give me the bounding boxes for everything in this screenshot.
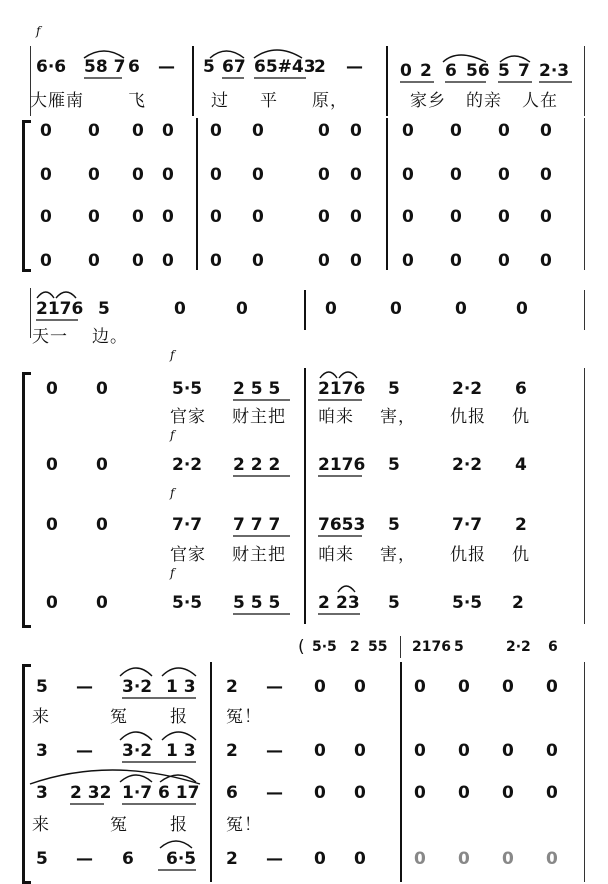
rest: 0 xyxy=(40,165,52,185)
rest: 0 xyxy=(458,741,470,761)
note: 7 7 7 xyxy=(233,515,281,535)
note: 5 xyxy=(388,455,400,475)
lyric: 官家 xyxy=(170,407,206,427)
rest: 0 xyxy=(350,165,362,185)
note: 5 xyxy=(98,299,110,319)
note: 2·2 xyxy=(172,455,203,475)
rest: 0 xyxy=(40,207,52,227)
note: 1 3 xyxy=(166,677,196,697)
note: 5 xyxy=(388,593,400,613)
slur xyxy=(320,372,337,378)
slur xyxy=(338,586,355,592)
rest: 0 xyxy=(46,515,58,535)
lyric: 天一 xyxy=(32,327,68,347)
lyric: 飞 xyxy=(128,91,146,111)
rest: 0 xyxy=(546,677,558,697)
rest: 0 xyxy=(162,207,174,227)
note: 5 xyxy=(388,515,400,535)
lyric: 冤！ xyxy=(226,707,262,727)
rest: 0 xyxy=(325,299,337,319)
note: 5 xyxy=(454,639,464,655)
lyric: 仇报 xyxy=(450,407,486,427)
note: 7·7 xyxy=(452,515,483,535)
note: 2 xyxy=(420,61,432,81)
rest: 0 xyxy=(314,741,326,761)
note: 2 2 2 xyxy=(233,455,281,475)
note: 2·2 xyxy=(506,639,531,655)
lyric: 害， xyxy=(380,545,416,565)
slur xyxy=(84,51,124,58)
lyric: 报 xyxy=(170,815,188,835)
lyric: 咱来 xyxy=(318,407,354,427)
rest: 0 xyxy=(354,783,366,803)
rest: 0 xyxy=(350,251,362,271)
rest: 0 xyxy=(314,677,326,697)
note: 6·6 xyxy=(36,57,67,77)
note: 5·5 xyxy=(172,593,203,613)
rest: 0 xyxy=(318,121,330,141)
note: 7 xyxy=(518,61,530,81)
dash: — xyxy=(158,57,175,77)
note: 2176 xyxy=(318,455,366,475)
slur xyxy=(443,55,486,62)
note: 2·2 xyxy=(452,379,483,399)
rest: 0 xyxy=(402,121,414,141)
rest: 0 xyxy=(318,207,330,227)
lyric: 来 xyxy=(32,707,50,727)
note: 5·5 xyxy=(172,379,203,399)
note: 2 xyxy=(318,593,330,613)
note: 5 xyxy=(388,379,400,399)
lyric: 冤 xyxy=(110,707,128,727)
rest: 0 xyxy=(132,207,144,227)
note: 67 xyxy=(222,57,246,77)
rest: 0 xyxy=(502,677,514,697)
rest: 0 xyxy=(450,121,462,141)
slur xyxy=(339,372,357,378)
rest: 0 xyxy=(88,121,100,141)
note: 3 xyxy=(36,783,48,803)
rest: 0 xyxy=(546,741,558,761)
slur xyxy=(120,732,152,740)
note: 58 7 xyxy=(84,57,126,77)
note: 3·2 xyxy=(122,677,153,697)
dash: — xyxy=(76,677,93,697)
lyric: 冤！ xyxy=(226,815,262,835)
rest: 0 xyxy=(252,207,264,227)
rest: 0 xyxy=(88,251,100,271)
rest: 0 xyxy=(540,207,552,227)
rest: 0 xyxy=(350,207,362,227)
rest: 0 xyxy=(96,455,108,475)
rest: 0 xyxy=(458,783,470,803)
rest: 0 xyxy=(458,849,470,869)
rest: 0 xyxy=(450,165,462,185)
note: 2176 xyxy=(36,299,84,319)
note: 6 xyxy=(445,61,457,81)
note: 2176 xyxy=(318,379,366,399)
rest: 0 xyxy=(502,741,514,761)
rest: 0 xyxy=(402,251,414,271)
dash: — xyxy=(266,783,283,803)
rest: 0 xyxy=(40,121,52,141)
note: 6 xyxy=(548,639,558,655)
rest: 0 xyxy=(88,165,100,185)
rest: 0 xyxy=(96,515,108,535)
rest: 0 xyxy=(88,207,100,227)
note: 6 xyxy=(226,783,238,803)
note: 5 xyxy=(203,57,215,77)
rest: 0 xyxy=(318,165,330,185)
rest: 0 xyxy=(132,165,144,185)
rest: 0 xyxy=(502,849,514,869)
rest: 0 xyxy=(318,251,330,271)
lyric: 报 xyxy=(170,707,188,727)
note: 6 xyxy=(122,849,134,869)
rest: 0 xyxy=(252,121,264,141)
lyric: 过 xyxy=(211,91,229,111)
rest: 0 xyxy=(498,251,510,271)
note: 7653 xyxy=(318,515,366,535)
lyric: 仇 xyxy=(512,407,530,427)
rest: 0 xyxy=(502,783,514,803)
lyric: 大雁南 xyxy=(30,91,84,111)
rest: 0 xyxy=(162,251,174,271)
rest: 0 xyxy=(390,299,402,319)
note: 5·5 xyxy=(452,593,483,613)
dynamic-forte: f xyxy=(170,428,175,442)
slur xyxy=(210,51,244,58)
rest: 0 xyxy=(455,299,467,319)
rest: 0 xyxy=(162,121,174,141)
rest: 0 xyxy=(546,849,558,869)
slur xyxy=(160,841,192,848)
rest: 0 xyxy=(540,165,552,185)
note: 7·7 xyxy=(172,515,203,535)
lyric: 冤 xyxy=(110,815,128,835)
rest: 0 xyxy=(402,207,414,227)
rest: 0 xyxy=(210,121,222,141)
rest: 0 xyxy=(350,121,362,141)
rest: 0 xyxy=(46,379,58,399)
note: 5 xyxy=(36,849,48,869)
note: 2·3 xyxy=(539,61,570,81)
dash: — xyxy=(266,677,283,697)
dash: — xyxy=(266,741,283,761)
rest: 0 xyxy=(414,783,426,803)
note: 1·7 xyxy=(122,783,153,803)
slur xyxy=(120,775,152,782)
note: 2 xyxy=(226,741,238,761)
note: 5 5 5 xyxy=(233,593,281,613)
rest: 0 xyxy=(46,455,58,475)
rest: 0 xyxy=(414,677,426,697)
rest: 0 xyxy=(402,165,414,185)
rest: 0 xyxy=(354,849,366,869)
lyric: 边。 xyxy=(92,327,128,347)
rest: 0 xyxy=(498,165,510,185)
rest: 0 xyxy=(314,849,326,869)
note: 6 17 xyxy=(158,783,200,803)
rest: 0 xyxy=(40,251,52,271)
lyric: 来 xyxy=(32,815,50,835)
note: 3·2 xyxy=(122,741,153,761)
lyric: 财主把 xyxy=(232,407,286,427)
rest: 0 xyxy=(498,207,510,227)
dynamic-forte: f xyxy=(170,348,175,362)
slur xyxy=(56,292,76,298)
note: 5 xyxy=(36,677,48,697)
rest: 0 xyxy=(458,677,470,697)
note: 5·5 xyxy=(312,639,337,655)
note: 0 xyxy=(400,61,412,81)
rest: 0 xyxy=(498,121,510,141)
dynamic-forte: f xyxy=(170,566,175,580)
rest: 0 xyxy=(96,593,108,613)
rest: 0 xyxy=(162,165,174,185)
note: 2 32 xyxy=(70,783,112,803)
rest: 0 xyxy=(210,207,222,227)
note: 1 3 xyxy=(166,741,196,761)
dynamic-forte: f xyxy=(170,486,175,500)
rest: 0 xyxy=(96,379,108,399)
slur xyxy=(162,732,196,740)
rest: 0 xyxy=(414,849,426,869)
rest: 0 xyxy=(354,741,366,761)
rest: 0 xyxy=(314,783,326,803)
lyric: 家乡 xyxy=(410,91,446,111)
note: 2 xyxy=(226,849,238,869)
lyric: 官家 xyxy=(170,545,206,565)
note: 3 xyxy=(36,741,48,761)
slur xyxy=(254,50,302,58)
dash: — xyxy=(266,849,283,869)
slur xyxy=(37,292,54,298)
rest: 0 xyxy=(132,121,144,141)
dynamic-forte: f xyxy=(36,24,41,38)
lyric: 咱来 xyxy=(318,545,354,565)
note: 2 xyxy=(515,515,527,535)
rest: 0 xyxy=(414,741,426,761)
note: 2·2 xyxy=(452,455,483,475)
rest: 0 xyxy=(354,677,366,697)
rest: 0 xyxy=(236,299,248,319)
note: 6 xyxy=(128,57,140,77)
rest: 0 xyxy=(132,251,144,271)
rest: 0 xyxy=(450,207,462,227)
note: 5 xyxy=(498,61,510,81)
slur xyxy=(162,668,196,676)
rest: 0 xyxy=(252,165,264,185)
dash: — xyxy=(76,741,93,761)
slur xyxy=(120,668,152,676)
rest: 0 xyxy=(46,593,58,613)
rest: 0 xyxy=(210,165,222,185)
dash: — xyxy=(76,849,93,869)
paren: ( xyxy=(298,637,305,657)
rest: 0 xyxy=(174,299,186,319)
lyric: 原， xyxy=(312,91,348,111)
note: 6·5 xyxy=(166,849,197,869)
rest: 0 xyxy=(516,299,528,319)
note: 2 xyxy=(226,677,238,697)
slur xyxy=(30,770,200,784)
note: 2 xyxy=(314,57,326,77)
rest: 0 xyxy=(210,251,222,271)
rest: 0 xyxy=(546,783,558,803)
note: 2 xyxy=(350,639,360,655)
note: 2 5 5 xyxy=(233,379,281,399)
note: 65#43 xyxy=(254,57,316,77)
lyric: 害， xyxy=(380,407,416,427)
note: 4 xyxy=(515,455,527,475)
lyric: 仇 xyxy=(512,545,530,565)
rest: 0 xyxy=(540,251,552,271)
lyric: 人在 xyxy=(522,91,558,111)
lyric: 财主把 xyxy=(232,545,286,565)
note: 6 xyxy=(515,379,527,399)
note: 55 xyxy=(368,639,388,655)
lyric: 的亲 xyxy=(466,91,502,111)
rest: 0 xyxy=(252,251,264,271)
rest: 0 xyxy=(540,121,552,141)
lyric: 仇报 xyxy=(450,545,486,565)
rest: 0 xyxy=(450,251,462,271)
slur xyxy=(500,56,530,62)
note: 56 xyxy=(466,61,490,81)
note: 2 xyxy=(512,593,524,613)
note: 2176 xyxy=(412,639,451,655)
lyric: 平 xyxy=(260,91,278,111)
dash: — xyxy=(346,57,363,77)
note: 23 xyxy=(336,593,360,613)
